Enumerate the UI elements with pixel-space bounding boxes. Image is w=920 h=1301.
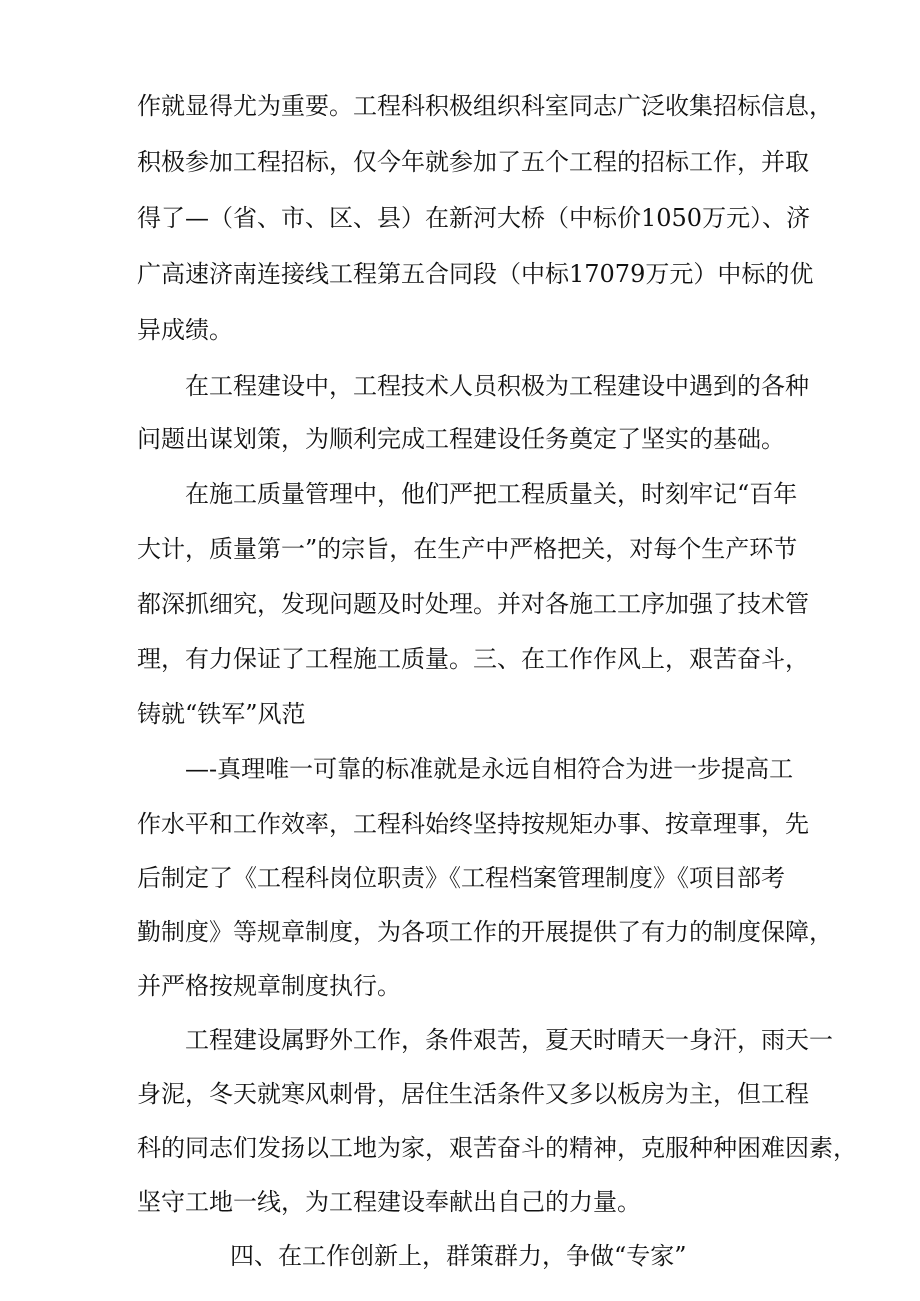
line-text: 广高速济南连接线工程第五合同段（中标17079万元）中标的优 bbox=[137, 260, 814, 288]
line-text: 工程建设属野外工作，条件艰苦，夏天时晴天一身汗，雨天一 bbox=[185, 1026, 833, 1054]
text-line bbox=[0, 417, 920, 461]
text-line bbox=[0, 582, 920, 626]
line-text: 坚守工地一线，为工程建设奉献出自己的力量。 bbox=[137, 1188, 641, 1216]
line-text: 科的同志们发扬以工地为家，艰苦奋斗的精神，克服种种困难因素， bbox=[137, 1134, 857, 1162]
text-line bbox=[0, 1180, 920, 1224]
text-line bbox=[0, 802, 920, 846]
line-text: 得了—（省、市、区、县）在新河大桥（中标价1050万元）、济 bbox=[137, 204, 811, 232]
paragraph-start-line bbox=[0, 364, 920, 408]
line-text: 在工程建设中，工程技术人员积极为工程建设中遇到的各种 bbox=[185, 372, 809, 400]
paragraph-start-line bbox=[0, 472, 920, 516]
text-line bbox=[0, 910, 920, 954]
text-line bbox=[0, 1126, 920, 1170]
line-text: 作就显得尤为重要。工程科积极组织科室同志广泛收集招标信息， bbox=[137, 92, 833, 120]
line-text: 异成绩。 bbox=[137, 316, 233, 344]
text-line bbox=[0, 964, 920, 1008]
text-line bbox=[0, 692, 920, 736]
text-line bbox=[0, 308, 920, 352]
line-text: 身泥，冬天就寒风刺骨，居住生活条件又多以板房为主，但工程 bbox=[137, 1080, 809, 1108]
line-text: 问题出谋划策，为顺利完成工程建设任务奠定了坚实的基础。 bbox=[137, 425, 785, 453]
text-line bbox=[0, 252, 920, 296]
text-line bbox=[0, 527, 920, 571]
paragraph-start-line bbox=[0, 1018, 920, 1062]
text-line bbox=[0, 84, 920, 128]
line-text: 勤制度》等规章制度，为各项工作的开展提供了有力的制度保障， bbox=[137, 918, 833, 946]
line-text: 积极参加工程招标，仅今年就参加了五个工程的招标工作，并取 bbox=[137, 148, 809, 176]
line-text: 作水平和工作效率，工程科始终坚持按规矩办事、按章理事，先 bbox=[137, 810, 809, 838]
text-line bbox=[0, 140, 920, 184]
line-text: 都深抓细究，发现问题及时处理。并对各施工工序加强了技术管 bbox=[137, 590, 809, 618]
line-text: 铸就“铁军”风范 bbox=[137, 700, 306, 728]
text-line bbox=[0, 637, 920, 681]
paragraph-start-line bbox=[0, 747, 920, 791]
line-text: 四、在工作创新上，群策群力，争做“专家” bbox=[230, 1242, 687, 1270]
line-text: 理，有力保证了工程施工质量。三、在工作作风上，艰苦奋斗， bbox=[137, 645, 809, 673]
text-line bbox=[0, 196, 920, 240]
line-text: 后制定了《工程科岗位职责》《工程档案管理制度》《项目部考 bbox=[137, 864, 785, 892]
line-text: 大计，质量第一”的宗旨，在生产中严格把关，对每个生产环节 bbox=[137, 535, 798, 563]
text-line bbox=[0, 856, 920, 900]
line-text: 在施工质量管理中，他们严把工程质量关，时刻牢记“百年 bbox=[185, 480, 798, 508]
section-heading bbox=[0, 1234, 920, 1278]
line-text: —-真理唯一可靠的标准就是永远自相符合为进一步提高工 bbox=[185, 755, 794, 783]
text-line bbox=[0, 1072, 920, 1116]
line-text: 并严格按规章制度执行。 bbox=[137, 972, 401, 1000]
